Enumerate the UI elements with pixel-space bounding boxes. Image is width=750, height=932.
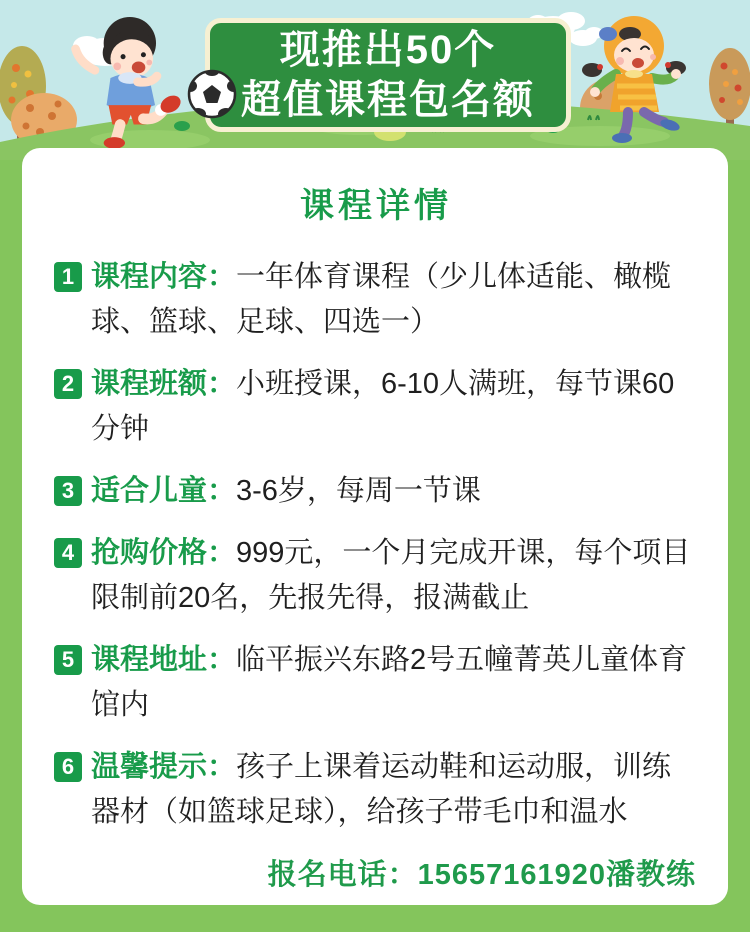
item-value: 3-6岁，每周一节课 — [236, 475, 481, 507]
item-number-badge: 4 — [54, 538, 82, 568]
phone-line: 报名电话：15657161920潘教练 — [267, 859, 696, 891]
header-illustration — [0, 0, 750, 160]
item-label: 适合儿童： — [91, 475, 237, 507]
course-detail-list — [54, 255, 698, 835]
list-item — [54, 531, 698, 621]
list-item — [54, 745, 698, 835]
item-label: 抢购价格： — [91, 537, 237, 569]
soccer-ball-icon — [186, 68, 238, 120]
list-item — [54, 255, 698, 345]
item-label: 温馨提示： — [91, 751, 237, 783]
banner-line2: 超值课程包名额 — [241, 78, 535, 122]
banner-line1: 现推出50个 — [279, 28, 497, 72]
item-text — [91, 531, 698, 621]
course-details-card — [22, 148, 728, 905]
item-value: 临平振兴东路2号五幢菁英儿童体育馆内 — [91, 644, 688, 721]
item-value: 999元，一个月完成开课，每个项目限制前20名，先报先得，报满截止 — [91, 537, 691, 614]
page-title: 课程详情 — [300, 187, 452, 225]
item-value: 一年体育课程（少儿体适能、橄榄球、篮球、足球、四选一） — [91, 261, 672, 338]
girl-running-illustration — [580, 8, 690, 143]
item-text — [91, 362, 698, 452]
item-label: 课程内容： — [91, 261, 237, 293]
item-number-badge: 1 — [54, 262, 82, 292]
item-text — [91, 255, 698, 345]
item-text — [91, 469, 481, 514]
item-value: 小班授课，6-10人满班，每节课60分钟 — [91, 368, 675, 445]
item-number-badge: 2 — [54, 369, 82, 399]
item-value: 孩子上课着运动鞋和运动服，训练器材（如篮球足球），给孩子带毛巾和温水 — [91, 751, 672, 828]
item-number-badge: 3 — [54, 476, 82, 506]
promo-banner — [205, 18, 571, 132]
item-label: 课程班额： — [91, 368, 237, 400]
list-item — [54, 638, 698, 728]
list-item — [54, 469, 698, 514]
item-label: 课程地址： — [91, 644, 237, 676]
boy-kicking-ball-illustration — [62, 8, 188, 148]
item-text — [91, 745, 698, 835]
item-number-badge: 6 — [54, 752, 82, 782]
item-text — [91, 638, 698, 728]
list-item — [54, 362, 698, 452]
item-number-badge: 5 — [54, 645, 82, 675]
